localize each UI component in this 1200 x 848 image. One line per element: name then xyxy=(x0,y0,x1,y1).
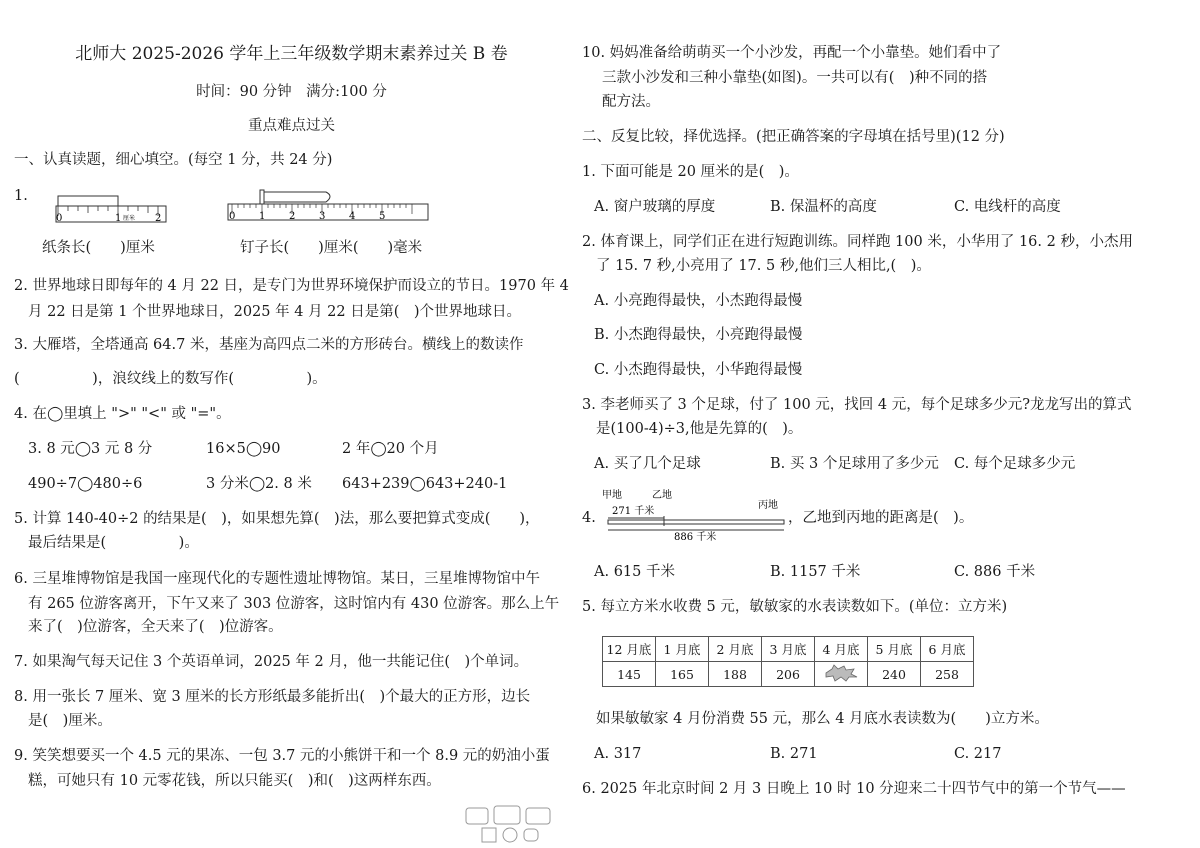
s2q4-option-c: C. 886 千米 xyxy=(954,564,1036,580)
reading-cell: 258 xyxy=(921,662,974,687)
s2q1-option-a: A. 窗户玻璃的厚度 xyxy=(594,199,716,215)
month-cell: 5 月底 xyxy=(868,637,921,662)
place-bing: 丙地 xyxy=(758,500,778,511)
q6-line: 6. 三星堆博物馆是我国一座现代化的专题性遗址博物馆。某日，三星堆博物馆中午 xyxy=(14,571,540,587)
reading-cell: 145 xyxy=(603,662,656,687)
q8-line: 8. 用一张长 7 厘米、宽 3 厘米的长方形纸最多能折出( )个最大的正方形，边长 xyxy=(14,689,531,705)
q3-line: 3. 大雁塔，全塔通高 64.7 米，基座为高四点二米的方形砖台。横线上的数读作 xyxy=(14,337,524,353)
q1-number: 1. xyxy=(14,188,28,204)
s2q2-option-a: A. 小亮跑得最快，小杰跑得最慢 xyxy=(594,293,803,309)
q1-caption-nail: 钉子长( )厘米( )毫米 xyxy=(240,240,423,256)
ink-blot-icon xyxy=(824,664,858,682)
s2q1-stem: 1. 下面可能是 20 厘米的是( )。 xyxy=(582,164,799,180)
s2q4-option-b: B. 1157 千米 xyxy=(770,564,861,580)
paper-ruler-figure xyxy=(54,186,174,234)
s2q4-option-a: A. 615 千米 xyxy=(594,564,675,580)
q5-line: 5. 计算 140-40÷2 的结果是( )，如果想先算( )法，那么要把算式变成( )， xyxy=(14,511,540,527)
q6-line: 来了( )位游客，全天来了( )位游客。 xyxy=(28,619,283,635)
ruler2-tick-label: 2 xyxy=(289,211,296,222)
q4-compare-item: 490÷7◯480÷6 xyxy=(28,476,143,492)
nail-head xyxy=(260,190,264,204)
ruler2-tick-label: 0 xyxy=(229,211,236,222)
sofa-cushion-figure xyxy=(462,804,558,846)
q2-line: 月 22 日是第 1 个世界地球日，2025 年 4 月 22 日是第( )个世界地球日。 xyxy=(28,304,522,320)
s2q2-option-c: C. 小杰跑得最快，小华跑得最慢 xyxy=(594,362,803,378)
s2q4-stem: ，乙地到丙地的距离是( )。 xyxy=(788,510,974,526)
s2q4-number: 4. xyxy=(582,510,596,526)
q7-line: 7. 如果淘气每天记住 3 个英语单词，2025 年 2 月，他一共能记住( )个单词。 xyxy=(14,654,529,670)
s2q3-stem: 3. 李老师买了 3 个足球，付了 100 元，找回 4 元，每个足球多少元?龙龙写出的算式 xyxy=(582,397,1132,413)
reading-cell: 165 xyxy=(656,662,709,687)
s2q5-stem: 5. 每立方米水收费 5 元，敏敏家的水表读数如下。(单位：立方米) xyxy=(582,599,1008,615)
s2q1-option-c: C. 电线杆的高度 xyxy=(954,199,1061,215)
month-cell: 2 月底 xyxy=(709,637,762,662)
s2q3-stem: 是(100-4)÷3,他是先算的( )。 xyxy=(596,421,803,437)
nail-shape xyxy=(262,192,330,202)
month-cell: 6 月底 xyxy=(921,637,974,662)
q4-compare-item: 643+239◯643+240-1 xyxy=(342,476,508,492)
q5-line: 最后结果是( )。 xyxy=(28,535,199,551)
q1-caption-paper: 纸条长( )厘米 xyxy=(42,240,155,256)
q10-line: 配方法。 xyxy=(602,94,660,110)
month-cell: 12 月底 xyxy=(603,637,656,662)
ruler2-tick-label: 3 xyxy=(319,211,326,222)
s2q5-option-b: B. 271 xyxy=(770,746,818,762)
reading-cell: 206 xyxy=(762,662,815,687)
distance-label-886: 886 千米 xyxy=(674,532,717,542)
ruler-body xyxy=(56,206,166,222)
ruler1-tick-label: 1 xyxy=(115,213,122,224)
q2-line: 2. 世界地球日即每年的 4 月 22 日，是专门为世界环境保护而设立的节日。1970 年 4 xyxy=(14,278,569,294)
month-cell: 1 月底 xyxy=(656,637,709,662)
month-cell: 4 月底 xyxy=(815,637,868,662)
paper-strip xyxy=(58,196,118,206)
road-line xyxy=(608,520,784,524)
q4-compare-item: 16×5◯90 xyxy=(206,441,281,457)
place-jia: 甲地 xyxy=(602,490,622,501)
q4-compare-item: 3 分米◯2. 8 米 xyxy=(206,476,312,492)
place-yi: 乙地 xyxy=(652,490,672,501)
s2q2-stem: 2. 体育课上，同学们正在进行短跑训练。同样跑 100 米，小华用了 16. 2 秒，小杰用 xyxy=(582,234,1133,250)
q4-stem: 4. 在◯里填上 ">" "<" 或 "="。 xyxy=(14,406,231,422)
reading-cell: 240 xyxy=(868,662,921,687)
s2q2-stem: 了 15. 7 秒,小亮用了 17. 5 秒,他们三人相比,( )。 xyxy=(596,258,931,274)
s2q5-option-a: A. 317 xyxy=(594,746,642,762)
table-row xyxy=(603,637,974,662)
water-meter-table xyxy=(602,636,974,687)
ruler2-tick-label: 5 xyxy=(379,211,386,222)
ink-blot-cell xyxy=(815,662,868,687)
section2-heading: 二、反复比较，择优选择。(把正确答案的字母填在括号里)(12 分) xyxy=(582,129,1005,145)
s2q3-option-a: A. 买了几个足球 xyxy=(594,456,701,472)
s2q5-question: 如果敏敏家 4 月份消费 55 元，那么 4 月底水表读数为( )立方米。 xyxy=(596,711,1049,727)
s2q1-option-b: B. 保温杯的高度 xyxy=(770,199,877,215)
q10-line: 三款小沙发和三种小靠垫(如图)。一共可以有( )种不同的搭 xyxy=(602,70,988,86)
s2q3-option-b: B. 买 3 个足球用了多少元 xyxy=(770,456,939,472)
s2q5-option-c: C. 217 xyxy=(954,746,1002,762)
nail-ruler-figure xyxy=(226,182,436,232)
exam-time-info: 时间：90 分钟 满分:100 分 xyxy=(196,84,387,100)
reading-cell: 188 xyxy=(709,662,762,687)
q10-line: 10. 妈妈准备给萌萌买一个小沙发，再配一个小靠垫。她们看中了 xyxy=(582,45,1002,61)
q6-line: 有 265 位游客离开，下午又来了 303 位游客，这时馆内有 430 位游客。那么上午 xyxy=(28,596,560,612)
exam-subtitle: 重点难点过关 xyxy=(248,118,335,134)
month-cell: 3 月底 xyxy=(762,637,815,662)
q9-line: 糕，可她只有 10 元零花钱，所以只能买( )和( )这两样东西。 xyxy=(28,773,441,789)
section1-heading: 一、认真读题，细心填空。(每空 1 分，共 24 分) xyxy=(14,152,333,168)
table-row xyxy=(603,662,974,687)
distance-label-271: 271 千米 xyxy=(612,506,655,517)
ruler1-tick-label: 0 xyxy=(56,213,63,224)
q8-line: 是( )厘米。 xyxy=(28,713,112,729)
q4-compare-item: 3. 8 元◯3 元 8 分 xyxy=(28,441,153,457)
q4-compare-item: 2 年◯20 个月 xyxy=(342,441,439,457)
ruler2-tick-label: 4 xyxy=(349,211,356,222)
s2q3-option-c: C. 每个足球多少元 xyxy=(954,456,1076,472)
ruler1-tick-label: 2 xyxy=(155,213,162,224)
q9-line: 9. 笑笑想要买一个 4.5 元的果冻、一包 3.7 元的小熊饼干和一个 8.9 元的奶油小蛋 xyxy=(14,748,550,764)
s2q6-stem: 6. 2025 年北京时间 2 月 3 日晚上 10 时 10 分迎来二十四节气中的第一个节气—— xyxy=(582,781,1126,797)
s2q2-option-b: B. 小杰跑得最快，小亮跑得最慢 xyxy=(594,327,803,343)
ruler2-tick-label: 1 xyxy=(259,211,266,222)
ruler1-unit: 厘米 xyxy=(123,215,136,222)
q3-line: ( )，浪纹线上的数写作( )。 xyxy=(14,371,327,387)
exam-title: 北师大 2025-2026 学年上三年级数学期末素养过关 B 卷 xyxy=(75,44,508,64)
distance-diagram xyxy=(596,486,792,542)
